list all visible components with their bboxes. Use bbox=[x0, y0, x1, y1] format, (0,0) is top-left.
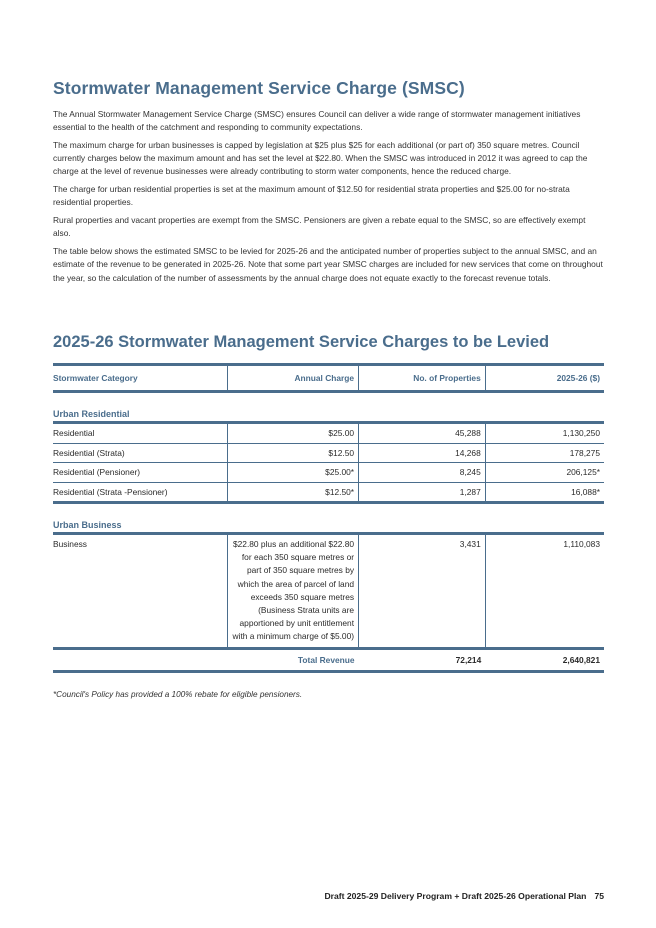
cell-properties: 1,287 bbox=[359, 482, 486, 503]
cell-properties: 3,431 bbox=[359, 534, 486, 649]
cell-category: Residential (Strata -Pensioner) bbox=[53, 482, 228, 503]
total-label: Total Revenue bbox=[53, 648, 359, 671]
paragraph: The maximum charge for urban businesses is capped by legislation at $25 plus $25 for each additional (or part of) 350 square metres. Council currently charges below the maximum amount and has set the level at $22.80. When the SMSC was introduced in 2012 it was agreed to cap the charge at the level of revenue businesses were already contributing to storm water components, hence the reduced charge. bbox=[53, 140, 588, 177]
business-charge-text: $22.80 plus an additional $22.80 for each 350 square metres or part of 350 square metres by which the area of parcel of land exceeds 350 square metres (Business Strata units are apportioned by unit entitlement with a minimum charge of $5.00) bbox=[232, 539, 355, 642]
total-revenue: 2,640,821 bbox=[485, 648, 604, 671]
col-header-charge: Annual Charge bbox=[228, 365, 359, 392]
total-properties: 72,214 bbox=[359, 648, 486, 671]
cell-revenue: 178,275 bbox=[485, 443, 604, 463]
paragraph: The Annual Stormwater Management Service Charge (SMSC) ensures Council can deliver a wide range of stormwater management initiatives essential to the health of the catchment and responding to community expectations. bbox=[53, 109, 581, 133]
cell-category: Residential (Strata) bbox=[53, 443, 228, 463]
page-footer bbox=[324, 891, 604, 901]
cell-charge: $12.50* bbox=[228, 482, 359, 503]
table-row bbox=[53, 443, 604, 463]
section-title-urban-business: Urban Business bbox=[53, 512, 604, 534]
table-header-row bbox=[53, 365, 604, 392]
table-row bbox=[53, 463, 604, 483]
col-header-properties: No. of Properties bbox=[359, 365, 486, 392]
page-heading: Stormwater Management Service Charge (SMSC) bbox=[53, 78, 465, 98]
total-row bbox=[53, 648, 604, 671]
cell-category: Residential (Pensioner) bbox=[53, 463, 228, 483]
cell-charge bbox=[228, 534, 359, 649]
footnote: *Council's Policy has provided a 100% rebate for eligible pensioners. bbox=[53, 690, 303, 699]
cell-properties: 45,288 bbox=[359, 423, 486, 444]
col-header-revenue: 2025-26 ($) bbox=[485, 365, 604, 392]
cell-charge: $25.00* bbox=[228, 463, 359, 483]
smsc-table bbox=[53, 363, 604, 673]
cell-charge: $25.00 bbox=[228, 423, 359, 444]
paragraph: The table below shows the estimated SMSC to be levied for 2025-26 and the anticipated number of properties subject to the annual SMSC, and an estimate of the revenue to be generated in 2025-26. Note that some part year SMSC charges are included for new services that come on throughout the year, so the calculation of the number of assessments by the annual charge does not equate exactly to the forecast revenue totals. bbox=[53, 246, 603, 283]
section-title-urban-residential: Urban Residential bbox=[53, 401, 604, 423]
cell-revenue: 206,125* bbox=[485, 463, 604, 483]
cell-revenue: 16,088* bbox=[485, 482, 604, 503]
cell-revenue: 1,130,250 bbox=[485, 423, 604, 444]
section-header-row bbox=[53, 512, 604, 534]
paragraph: Rural properties and vacant properties are exempt from the SMSC. Pensioners are given a rebate equal to the SMSC, so are effectively exempt also. bbox=[53, 215, 586, 239]
footer-title: Draft 2025-29 Delivery Program + Draft 2025-26 Operational Plan bbox=[324, 891, 587, 901]
table-title: 2025-26 Stormwater Management Service Charges to be Levied bbox=[53, 333, 550, 351]
cell-properties: 14,268 bbox=[359, 443, 486, 463]
paragraph: The charge for urban residential properties is set at the maximum amount of $12.50 for residential strata properties and $25.00 for no-strata residential properties. bbox=[53, 184, 570, 208]
section-header-row bbox=[53, 401, 604, 423]
page-number: 75 bbox=[594, 891, 604, 901]
intro-text bbox=[53, 108, 604, 289]
cell-category: Business bbox=[53, 534, 228, 649]
cell-properties: 8,245 bbox=[359, 463, 486, 483]
col-header-category: Stormwater Category bbox=[53, 365, 228, 392]
cell-category: Residential bbox=[53, 423, 228, 444]
cell-charge: $12.50 bbox=[228, 443, 359, 463]
table-row bbox=[53, 423, 604, 444]
table-row bbox=[53, 534, 604, 649]
cell-revenue: 1,110,083 bbox=[485, 534, 604, 649]
table-row bbox=[53, 482, 604, 503]
